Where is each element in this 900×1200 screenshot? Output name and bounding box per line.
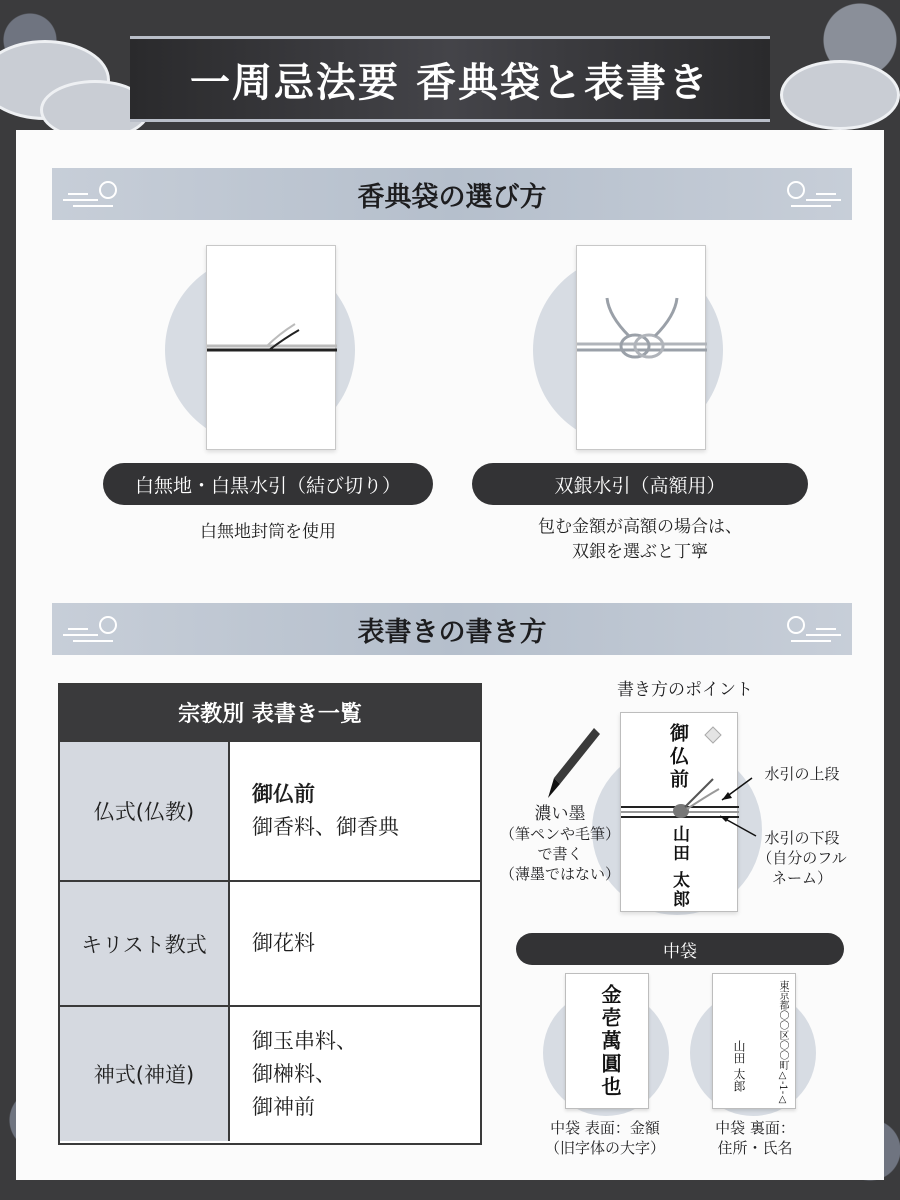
caption-line: 包む金額が高額の場合は、 [538,517,742,537]
lower-label [754,828,850,888]
section-heading: 香典袋の選び方 [357,181,547,213]
page-header [0,0,900,140]
card-label-pill [472,463,808,505]
brush-pen-icon [542,724,602,804]
caption-line: 双銀を選ぶと丁寧 [572,542,708,562]
inscription-cell [230,742,480,880]
nakabukuro-back-caption [690,1118,820,1158]
nakabukuro-front-caption [530,1118,680,1158]
lower-label-line: （自分のフル [757,849,847,867]
ink-label-line: で書く [537,845,583,863]
table-row [60,1005,480,1141]
card-caption [103,520,433,545]
ink-label [500,804,620,884]
ink-label-line: 濃い墨 [534,804,586,824]
card-label: 白無地・白黒水引（結び切り） [134,474,401,497]
name-text: 山田 太郎 [732,1040,746,1092]
cloud-ornament-right [780,60,900,130]
cloud-ornament-icon [58,611,128,647]
inscription-line: 御香料、御香典 [252,815,399,839]
caption-line: （旧字体の大字） [544,1139,665,1157]
lower-label-line: 水引の下段 [764,829,840,847]
envelope-bottom-text: 山田 太郎 [669,825,689,909]
table-header: 宗教別 表書き一覧 [60,685,480,740]
nakabukuro-back [712,973,796,1109]
card-label: 双銀水引（高額用） [554,474,726,497]
inscription-line: 御神前 [252,1094,315,1119]
section-heading: 表書きの書き方 [357,616,547,648]
caption-line: 白無地封筒を使用 [200,522,336,542]
inscription-cell [230,1007,480,1141]
mizuhiki-black-white-icon [207,246,337,451]
inscription-cell [230,882,480,1005]
ink-label-line: （薄墨ではない） [500,865,621,883]
inscription-line: 御花料 [252,931,315,955]
section-banner-writing [52,603,852,655]
caption-line: 中袋 表面：金額 [550,1119,660,1137]
mizuhiki-double-silver-icon [577,246,707,451]
table-row [60,880,480,1005]
inscription-line: 御仏前 [252,782,315,806]
cloud-ornament-icon [776,176,846,212]
caption-line: 住所・氏名 [717,1139,793,1157]
ink-label-line: （筆ペンや毛筆） [500,825,621,843]
inscription-line: 御榊料、 [252,1061,336,1086]
caption-line: 中袋 裏面： [715,1119,795,1137]
envelope-top-text: 御仏前 [667,723,689,792]
table-row [60,740,480,880]
nakabukuro-front [565,973,649,1109]
amount-text: 金壱萬圓也 [598,984,622,1099]
envelope-double-silver [576,245,706,450]
religion-cell: キリスト教式 [60,882,230,1005]
title-bar [130,36,770,122]
inscription-line: 御玉串料、 [252,1028,357,1053]
section-banner-selection [52,168,852,220]
religion-cell: 仏式(仏教) [60,742,230,880]
religion-table [58,683,482,1145]
nakabukuro-pill: 中袋 [516,933,844,965]
card-caption [472,515,808,565]
upper-label: 水引の上段 [764,765,840,783]
points-heading: 書き方のポイント [617,680,753,700]
page-title: 一周忌法要 香典袋と表書き [190,58,710,106]
envelope-white-black [206,245,336,450]
cloud-ornament-icon [58,176,128,212]
lower-label-line: ネーム） [771,869,832,887]
address-text: 東京都〇〇区〇〇町△-1-△ [777,980,788,1106]
cloud-ornament-icon [776,611,846,647]
card-label-pill [103,463,433,505]
religion-cell: 神式(神道) [60,1007,230,1141]
